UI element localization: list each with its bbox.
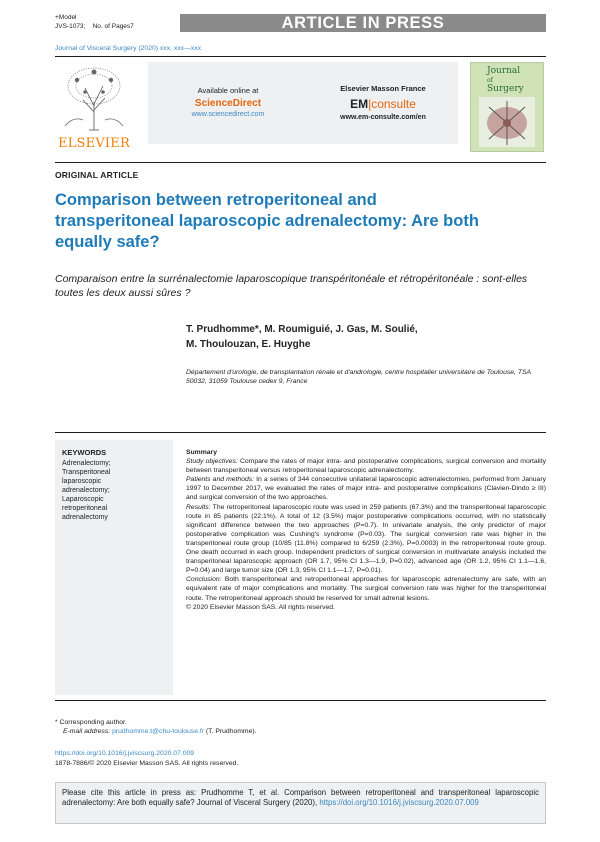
running-header-meta bbox=[55, 14, 134, 31]
abstract-objectives bbox=[186, 457, 546, 475]
available-online-label: Available online at bbox=[197, 86, 259, 95]
journal-cover-thumbnail bbox=[470, 62, 544, 152]
em-consulte-url[interactable]: www.em-consulte.com/en bbox=[340, 114, 426, 121]
email-name: (T. Prudhomme). bbox=[204, 728, 257, 735]
keyword-item: Laparoscopic bbox=[62, 496, 104, 503]
authors-line-1[interactable]: T. Prudhomme*, M. Roumiguié, J. Gas, M. Soulié, bbox=[186, 324, 418, 335]
authors-line-2[interactable]: M. Thoulouzan, E. Huyghe bbox=[186, 339, 311, 350]
methods-label: Patients and methods: bbox=[186, 476, 255, 484]
ref-pages bbox=[55, 23, 134, 32]
email-line bbox=[55, 727, 455, 736]
corresponding-label: * Corresponding author. bbox=[55, 719, 127, 726]
article-type-label: ORIGINAL ARTICLE bbox=[55, 170, 139, 180]
sciencedirect-url[interactable]: www.sciencedirect.com bbox=[191, 111, 265, 118]
sciencedirect-column bbox=[153, 86, 303, 118]
article-title: Comparison between retroperitoneal and transperitoneal laparoscopic adrenalectomy: Are both equally safe? bbox=[55, 191, 479, 251]
results-text: The retroperitoneal laparoscopic route was used in 259 patients (67.3%) and the transperitoneal laparoscopic route in 85 patients (22.1%). A total of 12 (3.5%) major postoperative complications occurred, with no statistically significant difference between the two approaches (P=0.7). In univariate analysis, the only predictor of major postoperative complication was Cushing's syndrome (P=0.03). The surgical conversion rate was higher in the transperitoneal route group (10/85 (11.8%) compared to 6/259 (2.3%), P=0.0003) in the retroperitoneal route group. One death occurred in each group. Independent predictors of surgical conversion in multivariate analysis included the transperitoneal laparoscopic approach (OR 1.7, 95% CI 1.3—1.9, P=0.02), advanced age (OR 1.2, 95% CI 1.1—1.6, P=0.04) and large tumor size (OR 1.3, 95% CI 1.1—1.7, P=0.01). bbox=[186, 503, 546, 575]
publisher-divider bbox=[55, 162, 546, 163]
abstract-divider bbox=[55, 700, 546, 701]
objectives-text: Compare the rates of major intra- and postoperative complications, surgical conversion and mortality between transperitoneal versus retroperitoneal laparoscopic adrenalectomy. bbox=[186, 458, 546, 475]
abstract-methods bbox=[186, 475, 546, 502]
keyword-item: retroperitoneal bbox=[62, 505, 108, 512]
methods-text: In a series of 344 consecutive unilateral laparoscopic adrenalectomies, performed from January 1997 to December 2017, we evaluated the rates of major intra- and postoperative complications (Clavien-Dindo ≥ III) and surgical conversion of the two approaches. bbox=[186, 476, 546, 502]
doi-link[interactable]: https://doi.org/10.1016/j.jviscsurg.2020.07.009 bbox=[55, 750, 195, 757]
model-label: +Model bbox=[55, 14, 77, 21]
elsevier-wordmark: ELSEVIER bbox=[58, 136, 130, 151]
author-list bbox=[186, 322, 546, 352]
abstract-heading: Summary bbox=[186, 449, 217, 456]
results-label: Results: bbox=[186, 503, 211, 511]
cover-title-line2: of bbox=[487, 77, 493, 84]
cover-title-line3: Surgery bbox=[487, 84, 524, 94]
objectives-label: Study objectives: bbox=[186, 458, 238, 466]
abstract-results bbox=[186, 503, 546, 576]
em-consulte-column bbox=[308, 84, 458, 121]
article-in-press-banner: ARTICLE IN PRESS bbox=[180, 14, 546, 32]
keyword-item: laparoscopic bbox=[62, 478, 102, 485]
masson-label: Elsevier Masson France bbox=[340, 84, 426, 93]
keywords-list bbox=[62, 459, 166, 522]
conclusion-text: Both transperitoneal and retroperitoneal approaches for laparoscopic adrenalectomy are safe, with an equivalent rate of major complications and mortality. The surgical conversion rate was higher for the transperitoneal route. The retroperitoneal approach should be reserved for small adrenal lesions. bbox=[186, 576, 546, 602]
article-ref: JVS-1073; bbox=[55, 22, 86, 30]
email-label: E-mail address: bbox=[63, 728, 111, 735]
issn-copyright: 1878-7886/© 2020 Elsevier Masson SAS. All rights reserved. bbox=[55, 760, 239, 767]
cover-title-line1: Journal bbox=[487, 66, 521, 76]
em-logo-consulte: consulte bbox=[371, 97, 416, 111]
page-count: No. of Pages7 bbox=[92, 22, 134, 30]
publisher-info-box bbox=[148, 62, 458, 144]
sciencedirect-logo[interactable]: ScienceDirect bbox=[194, 98, 262, 109]
em-logo-em: EM bbox=[350, 97, 369, 111]
cover-illustration-icon bbox=[479, 97, 535, 147]
header-divider bbox=[55, 56, 546, 57]
corresponding-author-note bbox=[55, 718, 455, 736]
citation-text: Please cite this article in press as: Prudhomme T, et al. Comparison between retroperitoneal and transperitoneal laparoscopic adrenalectomy: Are both equally safe? Journal of Visceral Surgery (2020), bbox=[62, 788, 539, 808]
journal-citation-line[interactable]: Journal of Visceral Surgery (2020) xxx, xxx—xxx bbox=[55, 45, 202, 52]
abstract-copyright: © 2020 Elsevier Masson SAS. All rights reserved. bbox=[186, 603, 335, 611]
em-consulte-logo[interactable] bbox=[308, 97, 458, 111]
citation-box bbox=[55, 782, 546, 824]
keywords-heading: KEYWORDS bbox=[62, 448, 107, 457]
keyword-item: Transperitoneal bbox=[62, 469, 111, 476]
keyword-item: adrenalectomy; bbox=[62, 487, 110, 494]
abstract bbox=[186, 448, 546, 612]
affiliation: Département d'urologie, de transplantation rénale et d'andrologie, centre hospitalier universitaire de Toulouse, TSA 50032, 31059 Toulouse cedex 9, France bbox=[186, 369, 531, 385]
citation-doi-link[interactable]: https://doi.org/10.1016/j.jviscsurg.2020.07.009 bbox=[319, 798, 479, 808]
keyword-item: Adrenalectomy; bbox=[62, 460, 111, 467]
em-logo-separator-icon: | bbox=[368, 97, 372, 111]
keyword-item: adrenalectomy bbox=[62, 514, 108, 521]
affiliation-divider bbox=[55, 432, 546, 433]
abstract-conclusion bbox=[186, 575, 546, 602]
conclusion-label: Conclusion: bbox=[186, 576, 222, 584]
email-link[interactable]: prudhomme.t@chu-toulouse.fr bbox=[112, 728, 205, 735]
french-title: Comparaison entre la surrénalectomie laparoscopique transpéritonéale et rétropéritonéale : sont-elles toutes les deux aussi sûres ? bbox=[55, 273, 528, 299]
